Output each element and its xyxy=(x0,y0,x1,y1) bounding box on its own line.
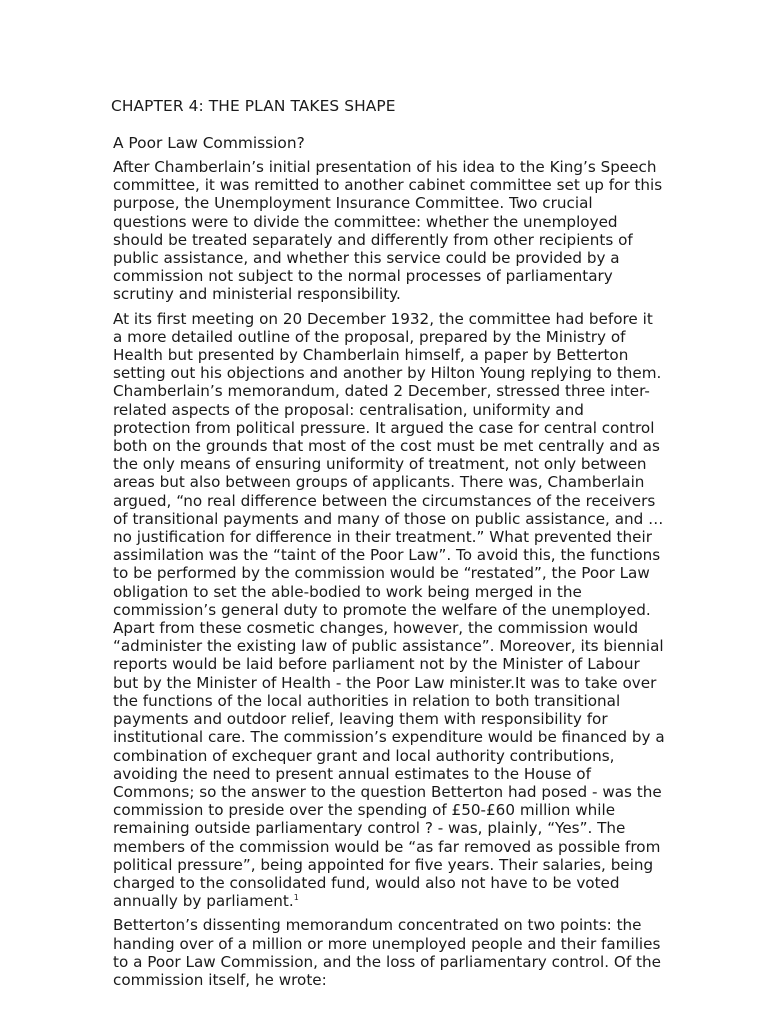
text-line: argued, “no real difference between the circumstances of the receivers xyxy=(113,491,656,510)
text-line: commission not subject to the normal processes of parliamentary xyxy=(113,267,613,286)
text-line: commission itself, he wrote: xyxy=(113,970,327,989)
text-line: should be treated separately and differently from other recipients of xyxy=(113,230,633,249)
text-line: avoiding the need to present annual estimates to the House of xyxy=(113,764,591,783)
text-line: questions were to divide the committee: whether the unemployed xyxy=(113,212,618,231)
text-line: charged to the consolidated fund, would also not have to be voted xyxy=(113,873,620,892)
text-line: institutional care. The commission’s expenditure would be financed by a xyxy=(113,728,665,747)
text-line: annually by parliament.$^1$ xyxy=(113,892,299,911)
paragraph xyxy=(113,158,691,304)
text-line: reports would be laid before parliament not by the Minister of Labour xyxy=(113,655,640,674)
text-line: obligation to set the able-bodied to work being merged in the xyxy=(113,582,582,601)
text-line: purpose, the Unemployment Insurance Committee. Two crucial xyxy=(113,194,593,213)
text-line: public assistance, and whether this service could be provided by a xyxy=(113,249,620,268)
text-line: to be performed by the commission would be “restated”, the Poor Law xyxy=(113,564,650,583)
text-line: handing over of a million or more unemployed people and their families xyxy=(113,934,661,953)
text-line: related aspects of the proposal: centralisation, uniformity and xyxy=(113,400,584,419)
text-line: political pressure”, being appointed for five years. Their salaries, being xyxy=(113,855,654,874)
text-line: Commons; so the answer to the question Betterton had posed - was the xyxy=(113,782,662,801)
text-line: to a Poor Law Commission, and the loss of parliamentary control. Of the xyxy=(113,952,661,971)
text-line: setting out his objections and another by Hilton Young replying to them. xyxy=(113,364,662,383)
text-line: “administer the existing law of public assistance”. Moreover, its biennial xyxy=(113,637,664,656)
text-line: protection from political pressure. It argued the case for central control xyxy=(113,418,655,437)
text-line: remaining outside parliamentary control ? - was, plainly, “Yes”. The xyxy=(113,819,626,838)
text-line: a more detailed outline of the proposal, prepared by the Ministry of xyxy=(113,327,626,346)
text-line: scrutiny and ministerial responsibility. xyxy=(113,285,401,304)
text-line: commission’s general duty to promote the welfare of the unemployed. xyxy=(113,600,651,619)
text-line: the functions of the local authorities in relation to both transitional xyxy=(113,691,621,710)
section-title: A Poor Law Commission? xyxy=(113,134,305,152)
text-line: committee, it was remitted to another cabinet committee set up for this xyxy=(113,176,663,195)
text-line: At its first meeting on 20 December 1932, the committee had before it xyxy=(113,309,653,328)
text-line: Chamberlain’s memorandum, dated 2 December, stressed three inter- xyxy=(113,382,650,401)
body-text xyxy=(113,158,691,995)
text-line: combination of exchequer grant and local authority contributions, xyxy=(113,746,615,765)
text-line: assimilation was the “taint of the Poor Law”. To avoid this, the functions xyxy=(113,546,661,565)
text-line: Betterton’s dissenting memorandum concentrated on two points: the xyxy=(113,916,642,935)
text-line: payments and outdoor relief, leaving them with responsibility for xyxy=(113,710,608,729)
text-line: of transitional payments and many of those on public assistance, and … xyxy=(113,509,664,528)
text-line: commission to preside over the spending of £50-£60 million while xyxy=(113,801,616,820)
text-line: After Chamberlain’s initial presentation of his idea to the King’s Speech xyxy=(113,158,657,176)
paragraph xyxy=(113,310,691,911)
text-line: the only means of ensuring uniformity of treatment, not only between xyxy=(113,455,647,474)
text-line: Apart from these cosmetic changes, however, the commission would xyxy=(113,619,639,638)
footnote-marker[interactable]: 1 xyxy=(293,893,299,903)
text-line: but by the Minister of Health - the Poor Law minister.It was to take over xyxy=(113,673,657,692)
text-line: areas but also between groups of applicants. There was, Chamberlain xyxy=(113,473,645,492)
chapter-title: CHAPTER 4: THE PLAN TAKES SHAPE xyxy=(111,97,396,115)
text-line: both on the grounds that most of the cost must be met centrally and as xyxy=(113,437,660,456)
text-line: Health but presented by Chamberlain himself, a paper by Betterton xyxy=(113,346,629,365)
text-line: no justification for difference in their treatment.” What prevented their xyxy=(113,528,652,547)
text-line: members of the commission would be “as far removed as possible from xyxy=(113,837,661,856)
paragraph xyxy=(113,916,691,989)
